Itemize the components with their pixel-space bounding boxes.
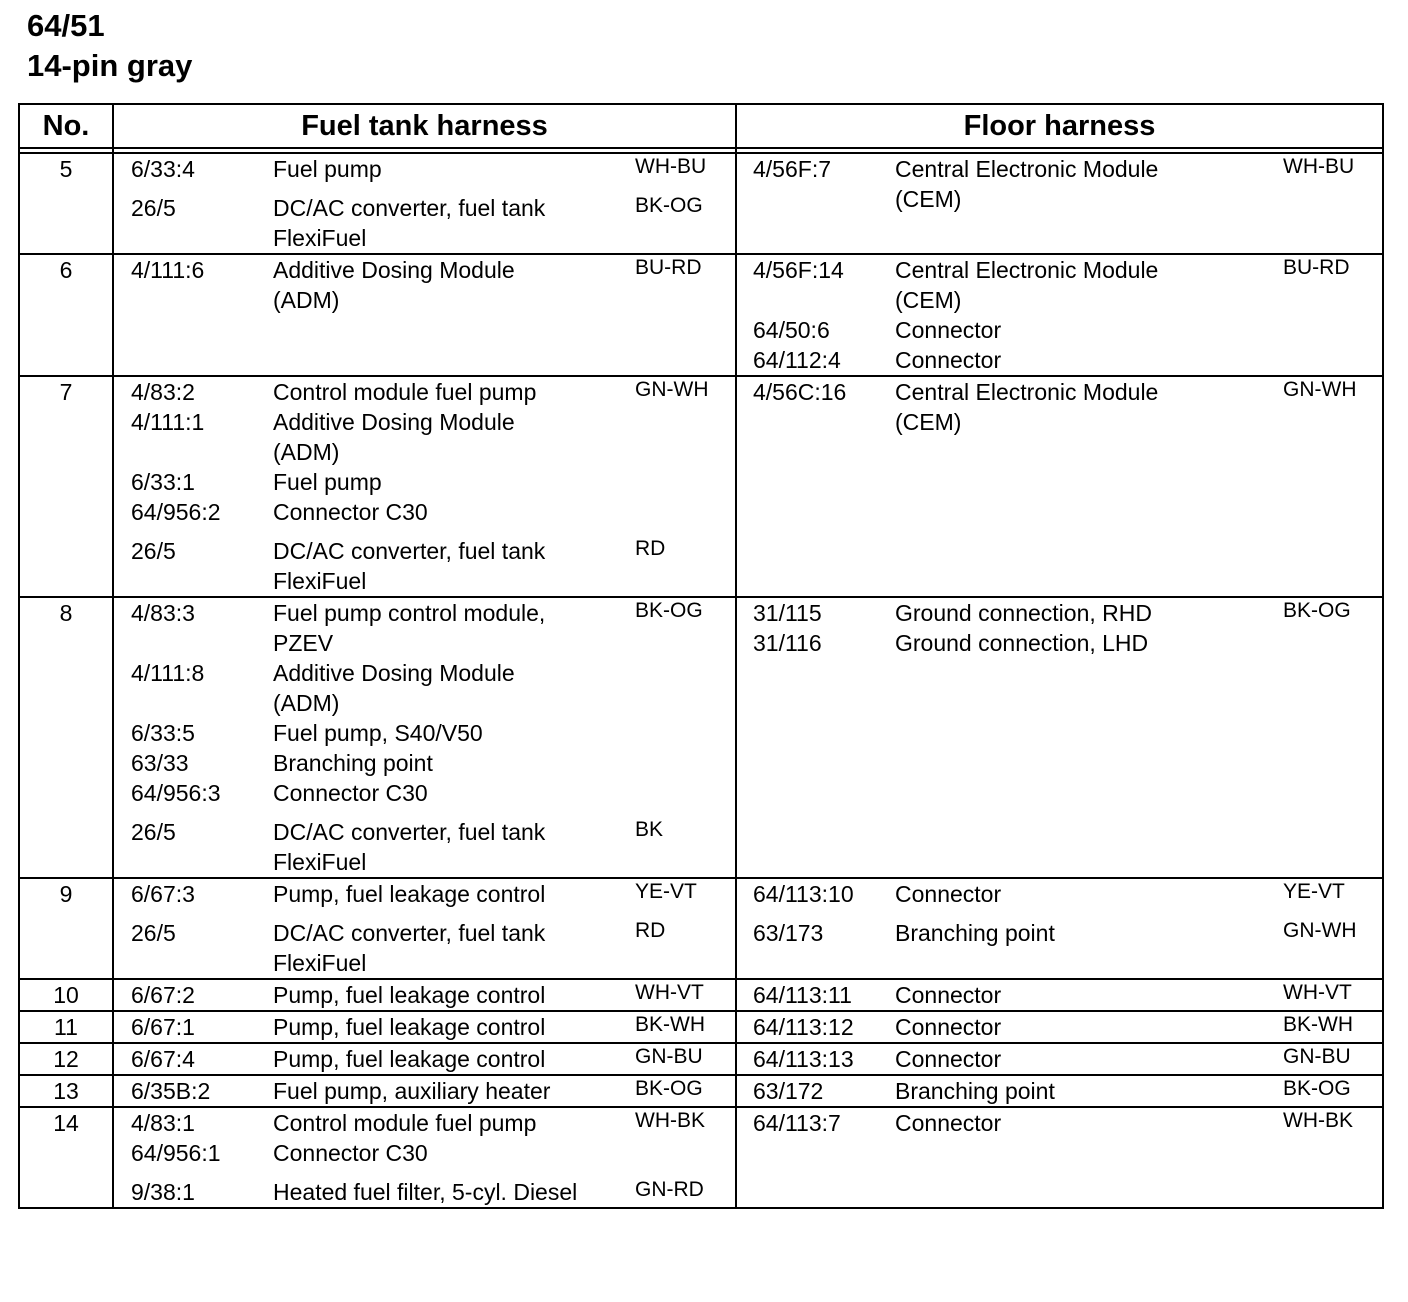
component-description: FlexiFuel [273,568,367,594]
pin-row [19,878,1383,979]
floor-harness-cell [736,878,1383,979]
component-description: Connector [895,1110,1002,1136]
pin-number-cell [19,1075,113,1107]
connection-line [114,918,735,948]
pin-table [18,103,1384,1209]
connection-line [114,847,735,877]
connection-group [114,1044,735,1074]
pin-row [19,979,1383,1011]
pin-number: 13 [53,1078,79,1104]
pin-number: 9 [59,881,73,907]
connection-line [737,255,1382,285]
table-header-row [19,104,1383,148]
pin-number-cell [19,153,113,254]
component-description: (ADM) [273,287,340,313]
component-description: FlexiFuel [273,950,367,976]
connection-group [114,377,735,527]
floor-harness-cell [736,254,1383,376]
connection-group [114,536,735,596]
component-description: Control module fuel pump [273,1110,537,1136]
wire-color [619,467,735,497]
wire-color: BK-OG [635,1077,703,1100]
component-ref: 4/111:8 [131,660,205,686]
floor-harness-cell [736,1107,1383,1208]
connection-line [114,437,735,467]
component-ref: 4/83:1 [131,1110,195,1136]
wire-color [619,778,735,808]
wire-color [619,1138,735,1168]
connection-group [737,980,1382,1010]
connection-group [737,918,1382,948]
fuel-tank-harness-cell [113,597,736,878]
pin-number: 11 [54,1014,78,1040]
wire-color: BK-OG [1283,599,1351,622]
component-ref: 64/50:6 [753,317,830,343]
connection-group [114,193,735,253]
component-ref: 26/5 [131,819,176,845]
connection-line [737,1044,1382,1074]
pin-number-cell [19,597,113,878]
component-description: Connector [895,317,1002,343]
component-description: Additive Dosing Module [273,660,515,686]
component-ref: 64/956:1 [131,1140,221,1166]
connection-line [114,817,735,847]
connection-line [737,1108,1382,1138]
wire-color: BK-OG [635,194,703,217]
component-ref: 64/113:10 [753,881,854,907]
wire-color: GN-BU [635,1045,703,1068]
component-ref: 6/33:4 [131,156,195,182]
component-ref: 63/33 [131,750,189,776]
wire-color: YE-VT [1283,880,1345,903]
component-ref: 6/67:4 [131,1046,195,1072]
page-heading [27,6,192,86]
component-ref: 4/111:1 [131,409,205,435]
pin-row [19,1043,1383,1075]
pin-number-cell [19,1107,113,1208]
fuel-tank-harness-cell [113,1107,736,1208]
component-description: Pump, fuel leakage control [273,1014,546,1040]
wire-color: BK-OG [1283,1077,1351,1100]
component-ref: 63/172 [753,1078,824,1104]
connection-line [114,980,735,1010]
component-description: Additive Dosing Module [273,409,515,435]
component-description: Central Electronic Module [895,257,1159,283]
wire-color: GN-RD [635,1178,704,1201]
wire-color [1266,184,1382,214]
component-description: (CEM) [895,186,962,212]
component-description: Pump, fuel leakage control [273,1046,546,1072]
connection-group [737,1044,1382,1074]
component-ref: 64/113:13 [753,1046,854,1072]
connection-line [737,918,1382,948]
component-ref: 6/33:5 [131,720,195,746]
component-ref [114,688,273,718]
component-ref: 64/113:7 [753,1110,841,1136]
connection-group [737,598,1382,658]
component-description: (CEM) [895,287,962,313]
component-ref: 4/56F:7 [753,156,831,182]
component-description: Connector [895,1046,1002,1072]
wire-color: BK [635,818,664,841]
fuel-tank-harness-cell [113,1011,736,1043]
component-description: FlexiFuel [273,849,367,875]
pin-number-cell [19,376,113,597]
component-description: Branching point [895,1078,1055,1104]
wire-color: GN-WH [635,378,709,401]
component-description: (CEM) [895,409,962,435]
component-ref: 9/38:1 [131,1179,195,1205]
connection-line [737,315,1382,345]
component-ref: 4/83:2 [131,379,195,405]
component-ref: 6/67:1 [131,1014,195,1040]
connection-line [114,748,735,778]
pin-row [19,376,1383,597]
component-ref: 64/956:3 [131,780,221,806]
connection-line [114,1044,735,1074]
component-description: Heated fuel filter, 5-cyl. Diesel [273,1179,578,1205]
component-ref [737,407,895,437]
fuel-tank-harness-cell [113,1043,736,1075]
fuel-tank-harness-cell [113,878,736,979]
pin-number-cell [19,254,113,376]
header-fuel-tank-harness: Fuel tank harness [113,104,736,148]
component-description: Ground connection, LHD [895,630,1149,656]
connection-line [737,879,1382,909]
wire-color: BK-WH [635,1013,705,1036]
wire-color: BK-OG [635,599,703,622]
pin-number-cell [19,878,113,979]
table-body [19,153,1383,1208]
connection-line [737,154,1382,184]
connection-line [737,285,1382,315]
pin-row [19,597,1383,878]
connection-line [114,778,735,808]
connection-line [114,154,735,184]
wire-color [619,718,735,748]
pin-number: 14 [53,1110,79,1136]
component-description: Fuel pump, S40/V50 [273,720,483,746]
header-floor-harness: Floor harness [736,104,1383,148]
component-ref [114,223,273,253]
connection-group [737,879,1382,909]
component-description: Fuel pump [273,156,382,182]
pin-number-cell [19,979,113,1011]
pin-number-cell [19,1011,113,1043]
wire-color: BU-RD [635,256,702,279]
connection-line [114,948,735,978]
component-description: Connector [895,982,1002,1008]
connection-group [114,1076,735,1106]
wire-color: RD [635,919,666,942]
wire-color [1266,345,1382,375]
component-ref: 31/116 [753,630,822,656]
component-description: DC/AC converter, fuel tank [273,819,546,845]
component-ref: 31/115 [753,600,822,626]
wire-color [619,748,735,778]
connection-group [114,980,735,1010]
connection-line [114,1076,735,1106]
component-ref [114,437,273,467]
connection-line [737,377,1382,407]
wire-color: WH-VT [1283,981,1352,1004]
wire-color: BU-RD [1283,256,1350,279]
fuel-tank-harness-cell [113,979,736,1011]
header-no: No. [19,104,113,148]
connection-line [114,1108,735,1138]
floor-harness-cell [736,1075,1383,1107]
connection-group [114,255,735,315]
connection-group [737,1012,1382,1042]
pin-number: 7 [59,379,73,405]
connector-id: 64/51 [27,8,105,43]
connection-line [114,377,735,407]
component-ref: 63/173 [753,920,824,946]
connection-line [114,718,735,748]
connection-line [737,980,1382,1010]
wire-color [619,658,735,688]
component-description: Connector [895,881,1002,907]
component-ref: 64/956:2 [131,499,221,525]
wire-color [619,688,735,718]
wire-color: WH-BU [1283,155,1355,178]
wire-color: BK-WH [1283,1013,1353,1036]
connection-line [114,536,735,566]
connection-group [114,1177,735,1207]
component-ref [114,628,273,658]
component-description: Connector C30 [273,499,428,525]
pin-number: 8 [59,600,73,626]
wire-color: GN-WH [1283,378,1357,401]
wire-color [619,566,735,596]
component-description: DC/AC converter, fuel tank [273,920,546,946]
pin-number: 5 [59,156,73,182]
component-description: Ground connection, RHD [895,600,1152,626]
connection-line [737,628,1382,658]
pin-row [19,1107,1383,1208]
component-description: Pump, fuel leakage control [273,982,546,1008]
component-description: Fuel pump [273,469,382,495]
pin-row [19,1075,1383,1107]
connection-line [737,1012,1382,1042]
wire-color: GN-WH [1283,919,1357,942]
connection-line [114,1012,735,1042]
component-description: (ADM) [273,690,340,716]
component-ref: 6/67:2 [131,982,195,1008]
wire-color [619,497,735,527]
floor-harness-cell [736,1043,1383,1075]
component-ref: 26/5 [131,538,176,564]
component-description: Control module fuel pump [273,379,537,405]
wire-color [1266,407,1382,437]
wire-color [619,223,735,253]
wire-color [619,407,735,437]
pin-number: 10 [53,982,79,1008]
component-ref [114,285,273,315]
component-ref: 64/113:11 [753,982,852,1008]
connection-group [737,154,1382,214]
connection-group [737,1076,1382,1106]
connection-group [737,255,1382,375]
connection-line [737,598,1382,628]
component-ref [114,948,273,978]
wire-color: WH-BU [635,155,707,178]
wire-color [619,628,735,658]
connection-group [737,1108,1382,1138]
wire-color [1266,315,1382,345]
wire-color: RD [635,537,666,560]
connection-line [737,1076,1382,1106]
floor-harness-cell [736,153,1383,254]
connection-line [114,566,735,596]
connection-line [114,628,735,658]
connection-line [114,193,735,223]
component-description: FlexiFuel [273,225,367,251]
component-description: Branching point [273,750,433,776]
floor-harness-cell [736,979,1383,1011]
component-description: DC/AC converter, fuel tank [273,195,546,221]
connection-line [114,598,735,628]
connection-group [114,1108,735,1168]
component-description: Pump, fuel leakage control [273,881,546,907]
floor-harness-cell [736,376,1383,597]
wire-color: GN-BU [1283,1045,1351,1068]
wire-color: WH-VT [635,981,704,1004]
connection-line [114,497,735,527]
pin-row [19,1011,1383,1043]
component-description: (ADM) [273,439,340,465]
component-description: Central Electronic Module [895,379,1159,405]
connection-line [114,285,735,315]
component-ref [737,285,895,315]
connection-line [114,407,735,437]
wire-color: WH-BK [1283,1109,1353,1132]
component-ref: 6/35B:2 [131,1078,211,1104]
component-description: Branching point [895,920,1055,946]
connection-group [114,154,735,184]
component-description: Additive Dosing Module [273,257,515,283]
connection-line [114,223,735,253]
component-description: Fuel pump control module, [273,600,546,626]
component-description: Central Electronic Module [895,156,1159,182]
floor-harness-cell [736,1011,1383,1043]
wire-color [1266,628,1382,658]
component-description: DC/AC converter, fuel tank [273,538,546,564]
fuel-tank-harness-cell [113,1075,736,1107]
connection-group [737,377,1382,437]
wire-color [619,437,735,467]
wire-color: YE-VT [635,880,697,903]
connector-type: 14-pin gray [27,48,193,83]
connection-line [114,1138,735,1168]
connection-line [114,1177,735,1207]
connection-line [114,255,735,285]
connection-group [114,879,735,909]
component-ref: 4/111:6 [131,257,205,283]
connection-group [114,817,735,877]
component-ref: 6/67:3 [131,881,195,907]
component-ref: 64/113:12 [753,1014,854,1040]
component-description: Fuel pump, auxiliary heater [273,1078,551,1104]
connection-line [114,658,735,688]
component-ref [114,847,273,877]
component-description: PZEV [273,630,334,656]
fuel-tank-harness-cell [113,376,736,597]
component-ref: 4/56C:16 [753,379,847,405]
pin-row [19,153,1383,254]
component-ref: 6/33:1 [131,469,195,495]
pin-row [19,254,1383,376]
connection-line [114,688,735,718]
pin-number: 12 [53,1046,79,1072]
component-ref: 26/5 [131,920,176,946]
component-description: Connector C30 [273,1140,428,1166]
component-ref [114,566,273,596]
wire-color [1266,285,1382,315]
fuel-tank-harness-cell [113,254,736,376]
connection-group [114,918,735,978]
component-ref: 26/5 [131,195,176,221]
pin-number-cell [19,1043,113,1075]
floor-harness-cell [736,597,1383,878]
connection-line [114,467,735,497]
wire-color [619,285,735,315]
component-ref: 4/83:3 [131,600,195,626]
component-ref: 4/56F:14 [753,257,844,283]
connection-group [114,1012,735,1042]
wire-color [619,948,735,978]
connection-group [114,598,735,808]
wire-color [619,847,735,877]
fuel-tank-harness-cell [113,153,736,254]
connection-line [737,345,1382,375]
component-ref [737,184,895,214]
wire-color: WH-BK [635,1109,705,1132]
component-ref: 64/112:4 [753,347,841,373]
connection-line [737,407,1382,437]
pin-number: 6 [59,257,73,283]
component-description: Connector [895,347,1002,373]
component-description: Connector [895,1014,1002,1040]
connection-line [737,184,1382,214]
component-description: Connector C30 [273,780,428,806]
connection-line [114,879,735,909]
